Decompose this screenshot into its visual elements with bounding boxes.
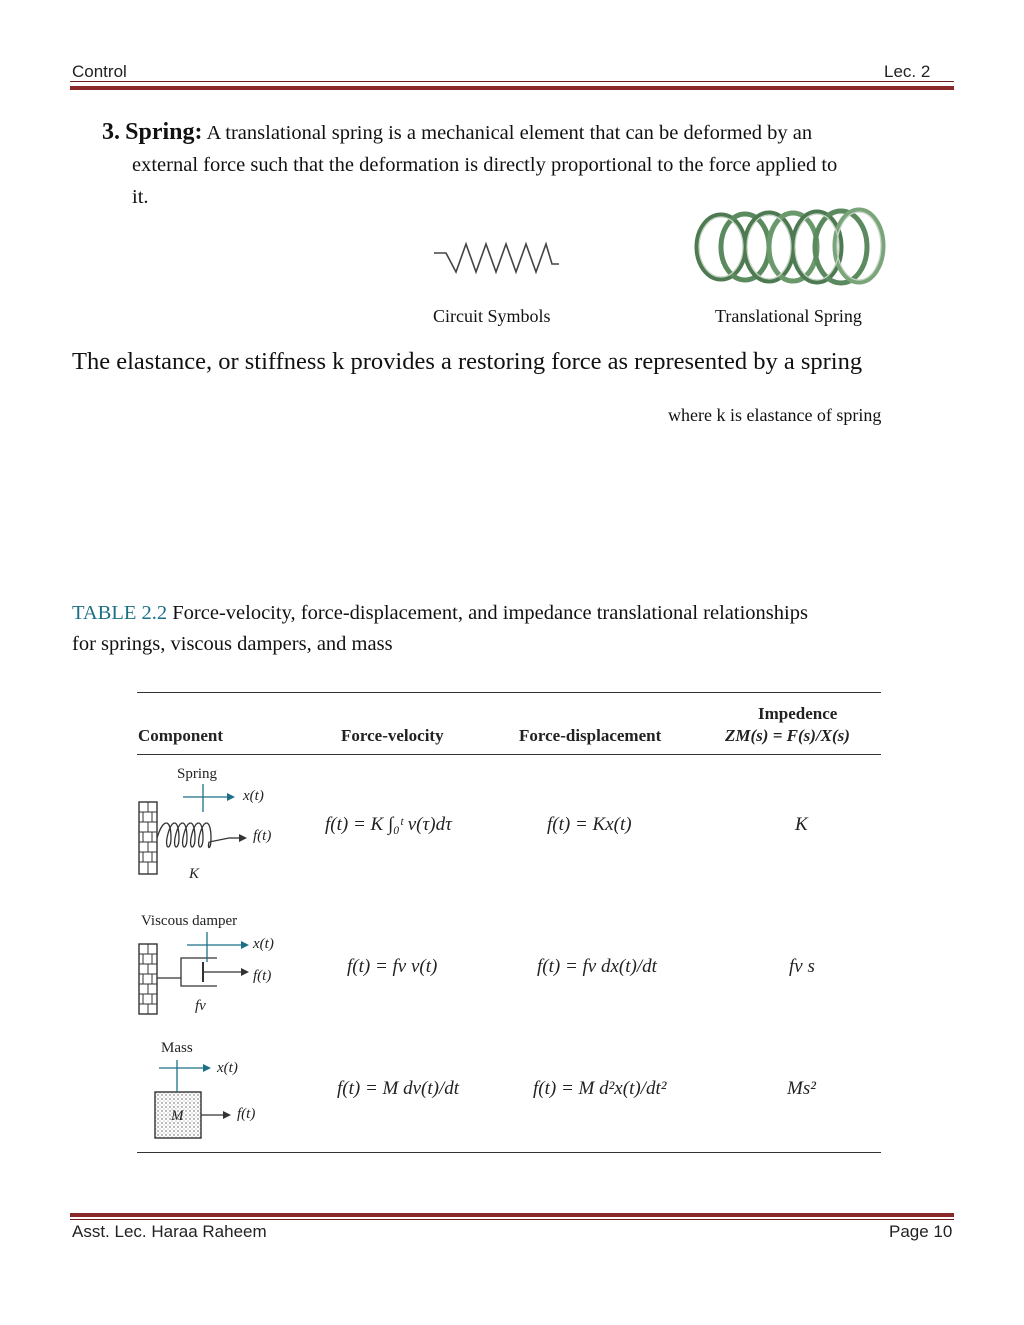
damper-param: fv — [195, 998, 206, 1014]
table-label: TABLE 2.2 — [72, 602, 168, 624]
header-rule-thin — [70, 81, 954, 82]
mass-x-label: x(t) — [217, 1060, 238, 1076]
mass-force-displacement: f(t) = M d²x(t)/dt² — [533, 1078, 667, 1099]
header-rule-thick — [70, 86, 954, 90]
row-damper-label: Viscous damper — [141, 913, 238, 929]
spring-force-velocity: f(t) = K ∫₀ᵗ v(τ)dτ — [325, 814, 452, 835]
table-caption — [72, 598, 952, 660]
header-left: Control — [72, 62, 127, 81]
mass-force-velocity: f(t) = M dv(t)/dt — [337, 1078, 460, 1099]
header-impedance-formula: ZM(s) = F(s)/X(s) — [725, 726, 850, 745]
mass-diagram — [137, 1058, 287, 1144]
elastance-text: The elastance, or stiffness k provides a restoring force as represented by a spring — [72, 348, 863, 375]
section-text-line3: it. — [132, 186, 149, 208]
header-force-velocity: Force-velocity — [341, 726, 444, 745]
header-right: Lec. 2 — [884, 62, 931, 81]
where-text: where k is elastance of spring — [668, 405, 882, 425]
section-number: 3. — [102, 119, 120, 145]
damper-x-label: x(t) — [253, 936, 274, 952]
table-top-rule — [137, 692, 881, 693]
spring-x-label: x(t) — [243, 788, 264, 804]
header-component: Component — [138, 726, 224, 745]
footer-rule-thin — [70, 1219, 954, 1220]
damper-force-velocity: f(t) = fv v(t) — [347, 956, 438, 977]
spring-caption: Translational Spring — [715, 306, 862, 326]
damper-force-displacement: f(t) = fv dx(t)/dt — [537, 956, 657, 977]
translational-spring-image — [693, 204, 889, 294]
spring-f-label: f(t) — [253, 828, 272, 844]
row-mass-label: Mass — [161, 1040, 193, 1056]
section-title: Spring: — [125, 119, 203, 145]
damper-f-label: f(t) — [253, 968, 272, 984]
relationships-table — [137, 692, 881, 1154]
circuit-spring-symbol — [432, 238, 562, 278]
damper-impedance: fv s — [789, 956, 815, 977]
mass-param: M — [171, 1108, 184, 1124]
header-impedance-title: Impedence — [758, 704, 838, 723]
footer-rule-thick — [70, 1213, 954, 1217]
table-header-rule — [137, 754, 881, 755]
table-bottom-rule — [137, 1152, 881, 1153]
section-text-line1: A translational spring is a mechanical element that can be deformed by an — [206, 122, 813, 144]
spring-force-displacement: f(t) = Kx(t) — [547, 814, 632, 835]
footer-page-number: Page 10 — [889, 1222, 953, 1241]
section-spring — [102, 116, 942, 213]
row-spring-label: Spring — [177, 766, 218, 782]
spring-impedance: K — [795, 814, 808, 835]
circuit-caption: Circuit Symbols — [433, 306, 551, 326]
header-force-displacement: Force-displacement — [519, 726, 662, 745]
mass-impedance: Ms² — [787, 1078, 816, 1099]
table-caption-line1: Force-velocity, force-displacement, and impedance translational relationships — [172, 602, 808, 624]
footer-author: Asst. Lec. Haraa Raheem — [72, 1222, 267, 1241]
mass-f-label: f(t) — [237, 1106, 256, 1122]
table-caption-line2: for springs, viscous dampers, and mass — [72, 633, 393, 655]
spring-param: K — [189, 866, 200, 882]
section-text-line2: external force such that the deformation is directly proportional to the force applied to — [132, 154, 838, 176]
